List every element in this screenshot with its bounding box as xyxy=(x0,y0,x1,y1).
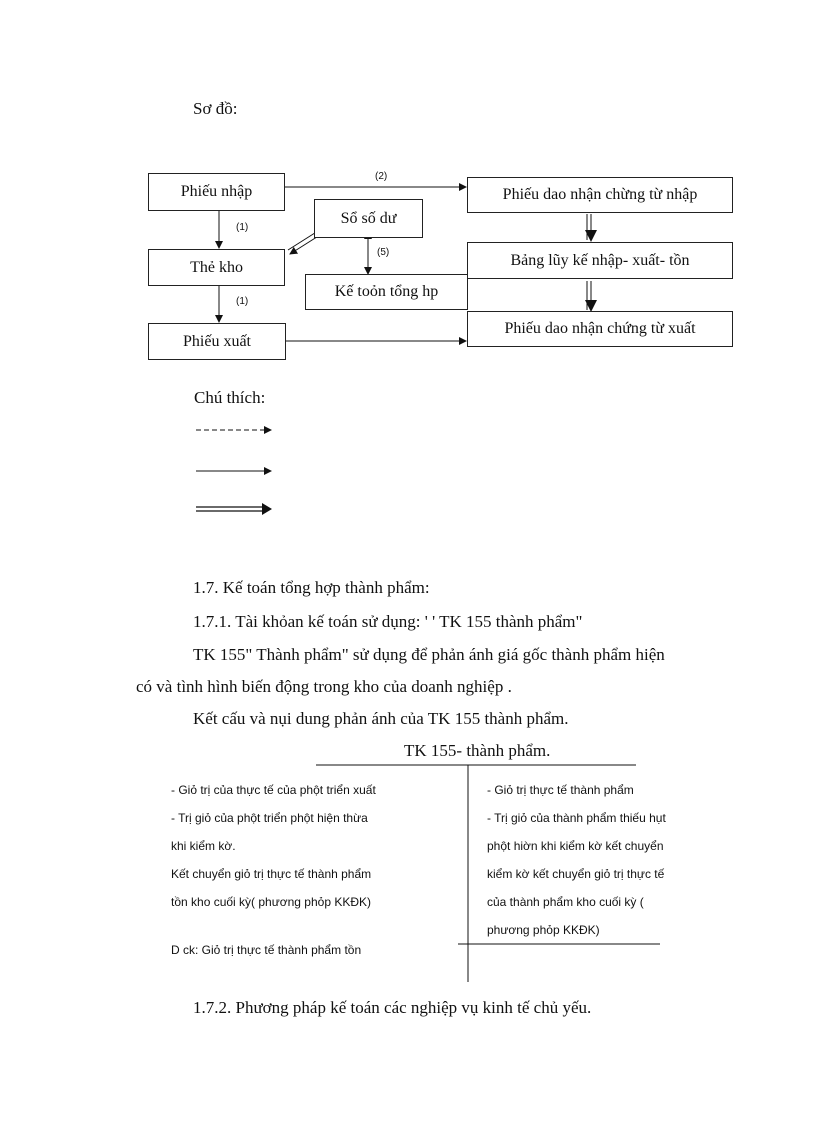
box-the-kho: Thẻ kho xyxy=(148,249,285,286)
section-1-7: 1.7. Kế toán tổng hợp thành phẩm: xyxy=(193,578,430,597)
legend-double-arrow-head xyxy=(262,503,272,515)
paragraph-1-line-1: TK 155" Thành phẩm" sử dụng để phản ánh giá gốc thành phẩm hiện xyxy=(193,645,665,664)
box-phieu-nhap: Phiếu nhập xyxy=(148,173,285,211)
credit-line: - Giỏ trị thực tế thành phẩm xyxy=(487,783,634,797)
credit-line: kiểm kờ kết chuyển giỏ trị thực tế xyxy=(487,867,665,881)
debit-line: khi kiểm kờ. xyxy=(171,839,236,853)
section-1-7-2: 1.7.2. Phương pháp kế toán các nghiệp vụ kinh tế chủ yếu. xyxy=(193,998,592,1017)
credit-line: phột hiờn khi kiểm kờ kết chuyển xyxy=(487,839,664,853)
label-2: (2) xyxy=(375,171,388,182)
credit-line: phương phỏp KKĐK) xyxy=(487,923,600,937)
label-1b: (1) xyxy=(236,296,249,307)
section-1-7-1: 1.7.1. Tài khỏan kế toán sử dụng: ' ' TK 155 thành phẩm" xyxy=(193,612,583,631)
debit-line: - Giỏ trị của thực tế của phột triển xuất xyxy=(171,783,376,797)
paragraph-2: Kết cấu và nụi dung phản ánh của TK 155 thành phẩm. xyxy=(193,709,569,728)
box-phieu-giao-nhan-xuat: Phiếu dao nhận chứng từ xuất xyxy=(467,311,733,347)
box-so-so-du: Sổ số dư xyxy=(314,199,423,238)
box-phieu-xuat: Phiếu xuất xyxy=(148,323,286,360)
label-1a: (1) xyxy=(236,222,249,233)
box-ke-toan-tong-hop: Kế toỏn tổng hp xyxy=(305,274,468,310)
debit-line: tồn kho cuối kỳ( phương phỏp KKĐK) xyxy=(171,895,372,909)
diagram-heading: Sơ đồ: xyxy=(193,99,238,118)
credit-line: của thành phẩm kho cuối kỳ ( xyxy=(487,895,644,909)
t-account-balance: D ck: Giỏ trị thực tế thành phẩm tồn xyxy=(171,943,362,957)
credit-line: - Trị giỏ của thành phẩm thiếu hụt xyxy=(487,811,666,825)
box-phieu-giao-nhan-nhap: Phiếu dao nhận chừng từ nhập xyxy=(467,177,733,213)
debit-line: - Trị giỏ của phột triển phột hiện thừa xyxy=(171,811,368,825)
debit-line: Kết chuyển giỏ trị thực tế thành phẩm xyxy=(171,867,372,881)
legend-title: Chú thích: xyxy=(194,388,266,407)
box-bang-luy-ke: Bảng lũy kế nhập- xuất- tồn xyxy=(467,242,733,279)
paragraph-1-line-2: có và tình hình biến động trong kho của doanh nghiệp . xyxy=(136,677,512,696)
t-account-title: TK 155- thành phẩm. xyxy=(404,741,551,760)
label-5: (5) xyxy=(377,247,390,258)
